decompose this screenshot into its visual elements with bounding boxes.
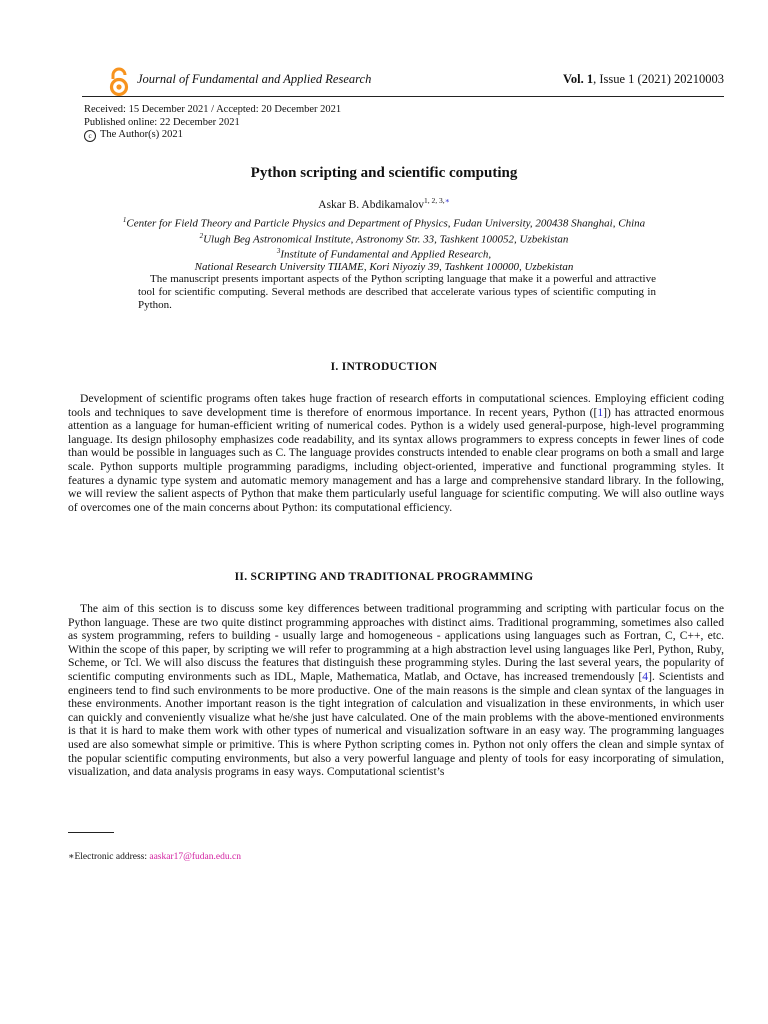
author-affiliation-marks: 1, 2, 3, <box>424 196 445 205</box>
paragraph-text: ]. Scientists and engineers tend to find such environments to be more productive. One of the main reasons is the simple and clean syntax of the languages in these environments. Another important reason is the tight integration of calculation and visualization in these environments, in which user can quickly and conveniently visualize what he/she just have calculated. One of the main problems with the above-mentioned environments is that it is hard to make them work with other types of numerical and visualization software in an easy way. The programming languages used are also somewhat simple or primitive. This is where Python scripting comes in. Python not only offers the clean and simple syntax of the popular scientific computing environments, but also a very powerful language and plenty of tools for easy incorporating of simulation, visualization, and data analysis programs in easy ways. Computational scientist’s <box>68 669 724 779</box>
abstract-text: The manuscript presents important aspects of the Python scripting language that make it a powerful and attractive tool for scientific computing. Several methods are described that accelerate various types of scientific computing in Python. <box>138 273 656 311</box>
affiliation-3-cont <box>0 261 768 273</box>
author-name: Askar B. Abdikamalov <box>318 198 424 211</box>
paragraph-text: ]) has attracted enormous attention as a language for human-efficient writing of numerical codes. Python is a widely used general-purpose, high-level programming language. Its design philosophy emphasizes code readability, and its syntax allows programmers to express concepts in fewer lines of code than would be possible in languages such as C. The language provides constructs intended to enable clear programs on both a small and large scale. Python supports multiple programming paradigms, including object-oriented, imperative and functional programming styles. It features a dynamic type system and automatic memory management and has a large and comprehensive standard library. In the following, we will review the salient aspects of Python that make them particularly useful language for scientific computing. We will also outline ways of overcomes one of the main concerns about Python: its computational efficiency. <box>68 405 724 514</box>
publication-dates <box>84 104 341 142</box>
paragraph-text: Development of scientific programs often takes huge fraction of research efforts in computational sciences. Employing efficient coding tools and techniques to save development time is therefore of enormous importance. In recent years, Python ([ <box>68 392 724 419</box>
copyright-icon: c <box>84 130 96 142</box>
affiliation-2 <box>0 230 768 246</box>
affiliation-3 <box>0 245 768 261</box>
volume-info <box>563 72 724 87</box>
affiliation-1 <box>0 214 768 230</box>
affiliations <box>0 214 768 273</box>
open-access-icon <box>108 67 130 97</box>
section-heading-scripting: II. SCRIPTING AND TRADITIONAL PROGRAMMING <box>234 571 534 583</box>
affiliation-mark: 2 <box>199 231 204 240</box>
paragraph-text: The aim of this section is to discuss some key differences between traditional programming and scripting with particular focus on the Python language. These are two quite distinct programming approaches with distinct aims. Traditional programming, sometimes also called as system programming, refers to building - usually large and homogeneous - applications using languages such as Fortran, C, C++, etc. Within the scope of this paper, by scripting we will refer to programming at a high abstraction level using languages like Perl, Python, Ruby, Scheme, or Tcl. We will also discuss the features that distinguish these programming styles. During the last several years, the popularity of scientific computing environments such as IDL, Maple, Mathematica, Matlab, and Octave, has increased tremendously [ <box>68 602 724 683</box>
paragraph <box>68 392 724 514</box>
citation-link[interactable]: 4 <box>642 669 649 683</box>
footnote-label: ∗Electronic address: <box>68 852 150 862</box>
corresponding-author-mark[interactable]: ∗ <box>444 196 450 205</box>
affiliation-text: National Research University TIIAME, Kori Niyoziy 39, Tashkent 100000, Uzbekistan <box>194 260 574 273</box>
author-line <box>0 196 768 211</box>
issue-info: , Issue 1 (2021) 20210003 <box>593 72 724 86</box>
introduction-body <box>68 392 724 514</box>
abstract <box>138 273 656 312</box>
published-online: Published online: 22 December 2021 <box>84 116 240 128</box>
header-rule <box>82 96 724 97</box>
affiliation-text: Ulugh Beg Astronomical Institute, Astronomy Str. 33, Tashkent 100052, Uzbekistan <box>203 233 569 246</box>
affiliation-text: Institute of Fundamental and Applied Research, <box>280 248 492 261</box>
affiliation-mark: 1 <box>122 216 127 224</box>
citation-link[interactable]: 1 <box>597 405 604 419</box>
scripting-body <box>68 602 724 779</box>
footnote-rule <box>68 832 114 833</box>
journal-name: Journal of Fundamental and Applied Research <box>137 72 372 86</box>
affiliation-text: Center for Field Theory and Particle Physics and Department of Physics, Fudan University, 200438 Shanghai, China <box>126 217 646 230</box>
affiliation-mark: 3 <box>276 247 281 256</box>
paper-title: Python scripting and scientific computing <box>250 165 518 181</box>
volume-number: Vol. 1 <box>563 72 594 86</box>
footnote <box>68 851 241 862</box>
email-link[interactable]: aaskar17@fudan.edu.cn <box>149 852 241 862</box>
copyright-text: The Author(s) 2021 <box>100 129 183 140</box>
received-accepted: Received: 15 December 2021 / Accepted: 20 December 2021 <box>84 104 342 115</box>
paragraph <box>68 602 724 779</box>
copyright-line <box>84 129 341 142</box>
section-heading-introduction: I. INTRODUCTION <box>330 361 438 373</box>
